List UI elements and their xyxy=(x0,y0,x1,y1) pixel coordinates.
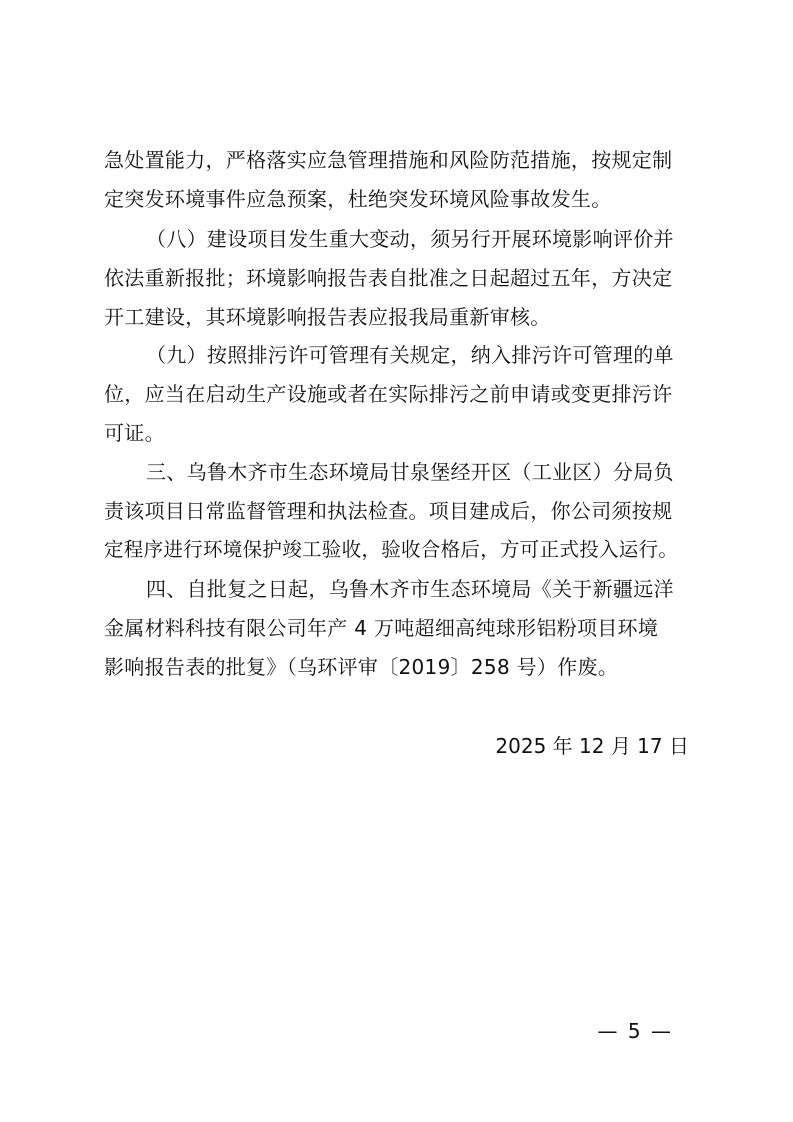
paragraph-line: 影响报告表的批复》（乌环评审〔2019〕258 号）作废。 xyxy=(104,655,619,679)
paragraph-line: （八）建设项目发生重大变动，须另行开展环境影响评价并 xyxy=(146,227,674,251)
page-number: — 5 — xyxy=(597,1019,673,1043)
paragraph-line: 可证。 xyxy=(104,421,165,445)
paragraph-line: 金属材料科技有限公司年产 4 万吨超细高纯球形铝粉项目环境 xyxy=(104,616,659,640)
paragraph-line: 急处置能力，严格落实应急管理措施和风险防范措施，按规定制 xyxy=(104,148,673,172)
paragraph-line: 三、乌鲁木齐市生态环境局甘泉堡经开区（工业区）分局负 xyxy=(146,460,674,484)
paragraph-line: 定程序进行环境保护竣工验收，验收合格后，方可正式投入运行。 xyxy=(104,538,679,561)
paragraph-line: 四、自批复之日起，乌鲁木齐市生态环境局《关于新疆远洋 xyxy=(146,577,674,601)
document-date: 2025 年 12 月 17 日 xyxy=(495,734,689,758)
paragraph-line: 开工建设，其环境影响报告表应报我局重新审核。 xyxy=(104,305,551,329)
paragraph-line: 定突发环境事件应急预案，杜绝突发环境风险事故发生。 xyxy=(104,187,612,211)
paragraph-line: 依法重新报批；环境影响报告表自批准之日起超过五年，方决定 xyxy=(104,266,673,290)
paragraph-line: （九）按照排污许可管理有关规定，纳入排污许可管理的单 xyxy=(146,343,674,367)
paragraph-line: 责该项目日常监督管理和执法检查。项目建成后，你公司须按规 xyxy=(104,499,673,523)
paragraph-line: 位，应当在启动生产设施或者在实际排污之前申请或变更排污许 xyxy=(104,382,673,406)
